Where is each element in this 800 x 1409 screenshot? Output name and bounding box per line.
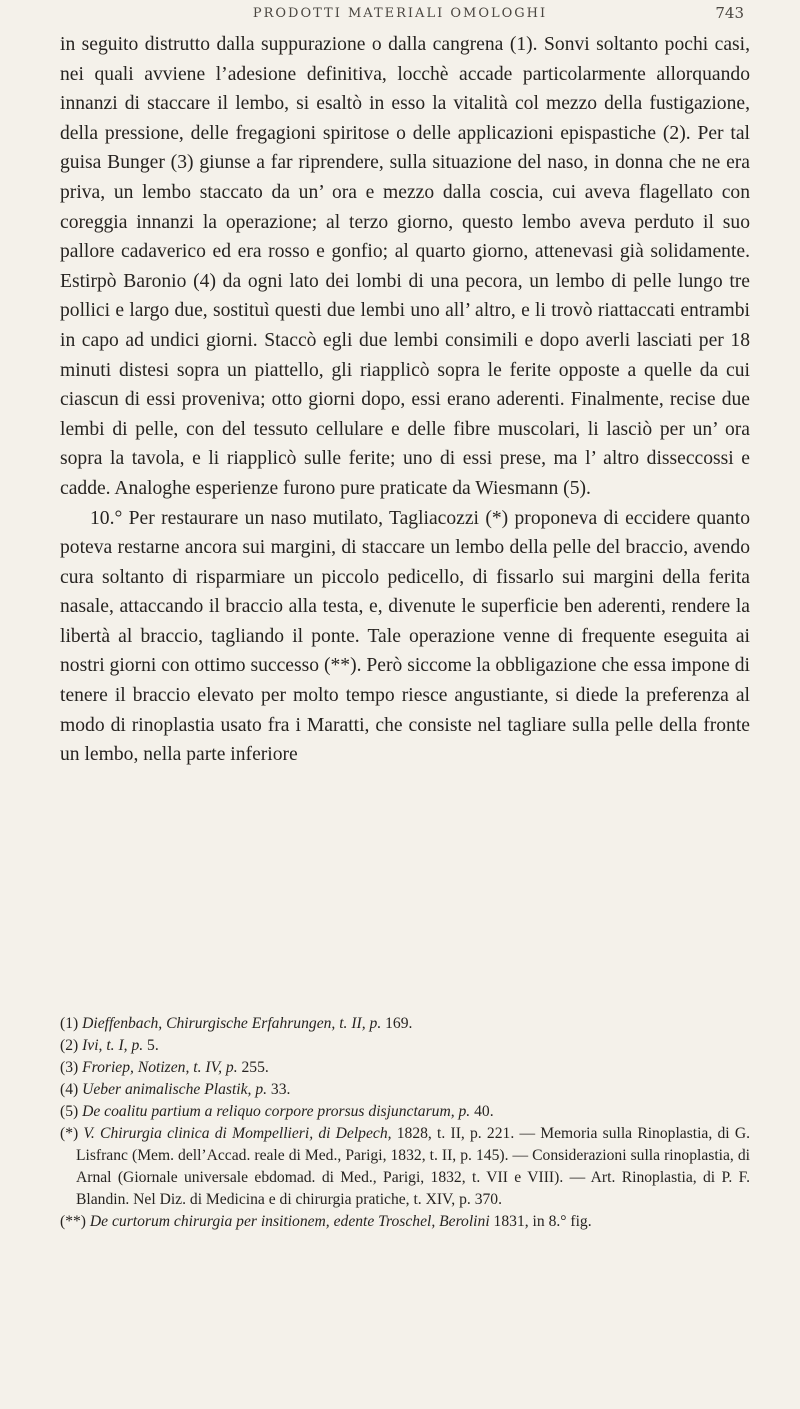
footnote xyxy=(60,1035,750,1057)
footnote xyxy=(60,1123,750,1211)
footnote-detail: 5. xyxy=(143,1037,159,1054)
footnote-detail: 169. xyxy=(381,1015,413,1032)
footnote-citation: Dieffenbach, Chirurgische Erfahrungen, t. II, p. xyxy=(82,1015,382,1032)
footnote-detail: 1828, t. II, p. 221. — Memoria sulla Rinoplastia, di G. Lisfranc (Mem. dell’Accad. reale di Med., Parigi, 1832, t. II, p. 145). — Considerazioni sulla rinoplastia, di Arnal (Giornale universale ebdomad. di Med., Parigi, 1832, t. VII e VIII). — Art. Rinoplastia, di P. F. Blandin. Nel Diz. di Medicina e di chirurgia pratiche, t. XIV, p. 370. xyxy=(76,1125,750,1208)
footnote xyxy=(60,1101,750,1123)
footnote-mark: (4) xyxy=(60,1081,79,1098)
running-head: PRODOTTI MATERIALI OMOLOGHI xyxy=(252,6,548,21)
footnote-mark: (5) xyxy=(60,1103,79,1120)
footnote-citation: Froriep, Notizen, t. IV, p. xyxy=(82,1059,238,1076)
footnote-mark: (3) xyxy=(60,1059,79,1076)
paragraph: 10.° Per restaurare un naso mutilato, Tagliacozzi (*) proponeva di eccidere quanto poteva restarne ancora sui margini, di staccare un lembo della pelle del braccio, avendo cura soltanto di risparmiare un piccolo pedicello, di fissarlo sui margini della ferita nasale, attaccando il braccio alla testa, e, divenute le superficie ben aderenti, rendere la libertà al braccio, tagliando il ponte. Tale operazione venne di frequente eseguita ai nostri giorni con ottimo successo (**). Però siccome la obbligazione che essa impone di tenere il braccio elevato per molto tempo riesce angustiante, si diede la preferenza al modo di rinoplastia usato fra i Maratti, che consiste nel tagliare sulla pelle della fronte un lembo, nella parte inferiore xyxy=(60,507,750,766)
footnote-detail: 33. xyxy=(267,1081,291,1098)
footnote-detail: 255. xyxy=(237,1059,269,1076)
footnote-citation: De coalitu partium a reliquo corpore prorsus disjunctarum, p. xyxy=(82,1103,471,1120)
page-number: 743 xyxy=(715,4,744,22)
footnote xyxy=(60,1079,750,1101)
footnote-mark: (2) xyxy=(60,1037,79,1054)
footnote-detail: 40. xyxy=(470,1103,494,1120)
footnote-citation: De curtorum chirurgia per insitionem, edente Troschel, Berolini xyxy=(89,1213,490,1230)
footnote-citation: Ueber animalische Plastik, p. xyxy=(82,1081,268,1098)
footnote-mark: (*) xyxy=(60,1125,79,1142)
footnote xyxy=(60,1013,750,1035)
footnote xyxy=(60,1211,750,1233)
footnote-detail: 1831, in 8.° fig. xyxy=(489,1213,592,1230)
footnote-mark: (1) xyxy=(60,1015,79,1032)
main-text xyxy=(60,30,750,770)
footnote-citation: V. Chirurgia clinica di Mompellieri, di Delpech, xyxy=(83,1125,392,1142)
footnote-mark: (**) xyxy=(60,1213,86,1230)
paragraph: in seguito distrutto dalla suppurazione o dalla cangrena (1). Sonvi soltanto pochi casi, nei quali avviene l’adesione definitiva, locchè accade particolarmente allorquando innanzi di staccare il lembo, si esaltò in esso la vitalità col mezzo della fustigazione, della pressione, delle fregagioni spiritose o delle applicazioni epispastiche (2). Per tal guisa Bunger (3) giunse a far riprendere, sulla situazione del naso, in donna che ne era priva, un lembo staccato da un’ ora e mezzo dalla coscia, cui aveva flagellato con coreggia innanzi la operazione; al terzo giorno, questo lembo aveva perduto il suo pallore cadaverico ed era rosso e gonfio; al quarto giorno, attenevasi già solidamente. Estirpò Baronio (4) da ogni lato dei lombi di una pecora, un lembo di pelle lungo tre pollici e largo due, sostituì questi due lembi uno all’ altro, e li trovò riattaccati entrambi in capo ad undici giorni. Staccò egli due lembi consimili e dopo averli lasciati per 18 minuti distesi sopra un piattello, gli riapplicò sopra le ferite opposte a quelle da cui ciascun di essi proveniva; otto giorni dopo, essi erano aderenti. Finalmente, recise due lembi di pelle, con del tessuto cellulare e delle fibre muscolari, li lasciò per un’ ora sopra la tavola, e li riapplicò sulle ferite; uno di essi prese, ma l’ altro disseccossi e cadde. Analoghe esperienze furono pure praticate da Wiesmann (5). xyxy=(60,34,750,499)
footnote xyxy=(60,1057,750,1079)
footnote-citation: Ivi, t. I, p. xyxy=(82,1037,144,1054)
footnotes xyxy=(60,1013,750,1233)
